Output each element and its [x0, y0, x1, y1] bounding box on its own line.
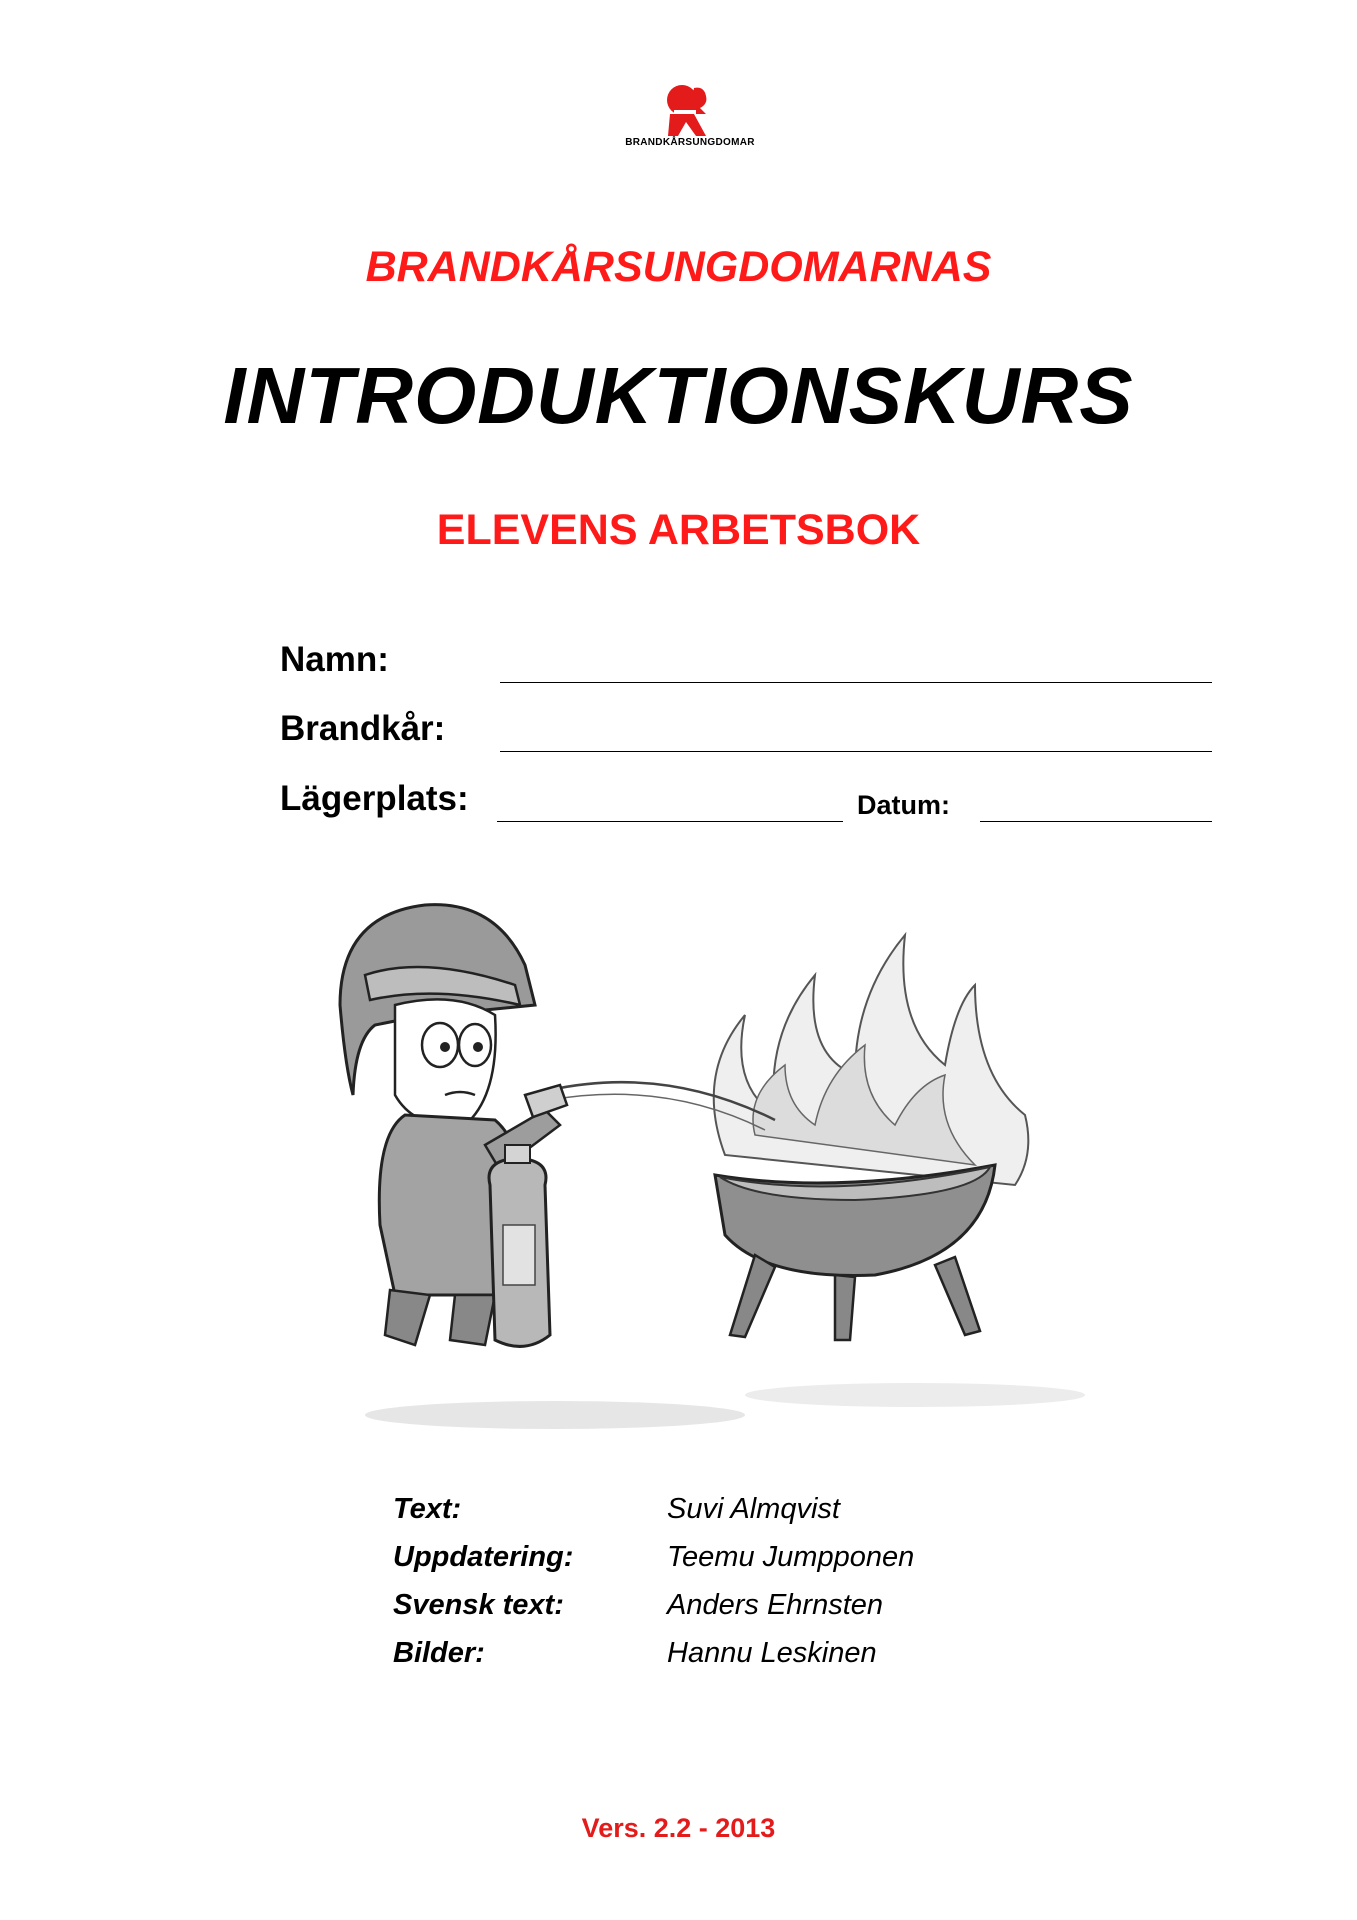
- credit-name: Hannu Leskinen: [667, 1637, 877, 1669]
- credit-role: Bilder:: [393, 1637, 485, 1669]
- credit-name: Anders Ehrnsten: [667, 1589, 884, 1621]
- credit-role: Uppdatering:: [393, 1541, 574, 1573]
- page-subtitle: ELEVENS ARBETSBOK: [436, 506, 921, 554]
- camp-label: Lägerplats:: [280, 779, 469, 818]
- name-label: Namn:: [280, 640, 389, 679]
- date-label: Datum:: [857, 790, 950, 820]
- credit-role: Text:: [393, 1493, 462, 1525]
- logo-text: BRANDKÅRSUNGDOMAR: [625, 137, 755, 148]
- organization-heading: BRANDKÅRSUNGDOMARNAS: [365, 243, 992, 291]
- date-field[interactable]: [980, 821, 1212, 822]
- name-field[interactable]: [500, 682, 1212, 683]
- firefighter-extinguishing-fire-pit-illustration: [335, 895, 1135, 1435]
- brigade-field[interactable]: [500, 751, 1212, 752]
- version-label: Vers. 2.2 - 2013: [581, 1813, 776, 1843]
- brigade-label: Brandkår:: [280, 709, 446, 748]
- credit-name: Teemu Jumpponen: [667, 1541, 915, 1573]
- credit-role: Svensk text:: [393, 1589, 564, 1621]
- camp-field[interactable]: [497, 821, 843, 822]
- credit-name: Suvi Almqvist: [667, 1493, 840, 1525]
- page-title: INTRODUKTIONSKURS: [223, 351, 1134, 440]
